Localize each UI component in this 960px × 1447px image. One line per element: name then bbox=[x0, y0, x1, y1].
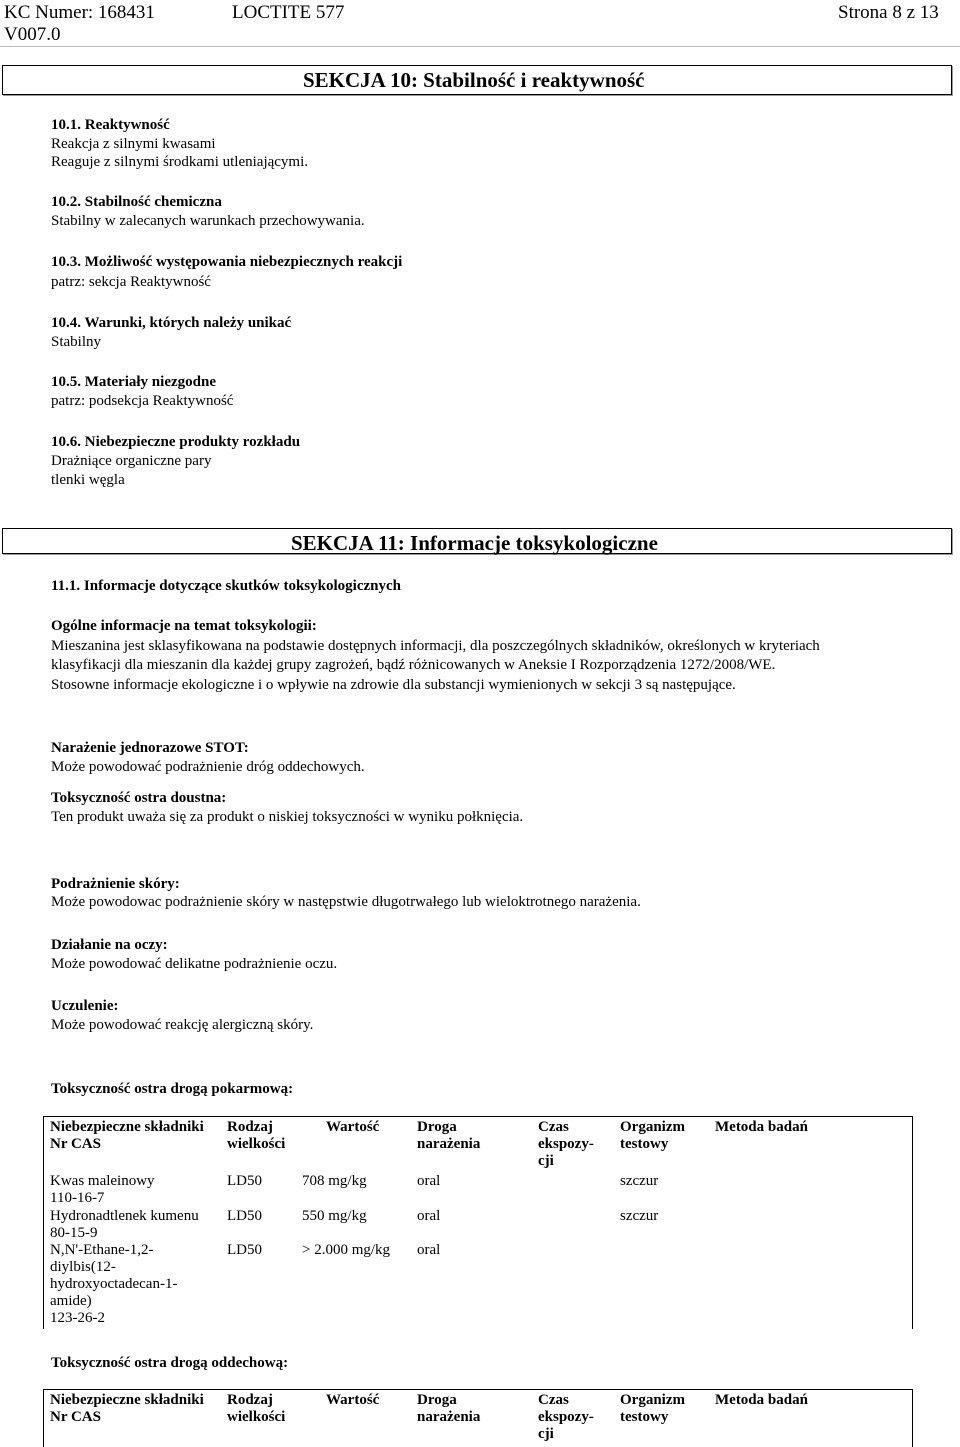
general-info-title: Ogólne informacje na temat toksykologii: bbox=[51, 618, 317, 634]
th2-component-l2: Nr CAS bbox=[50, 1409, 101, 1425]
s10-1-line1: Reakcja z silnymi kwasami bbox=[51, 136, 216, 152]
th2-value bbox=[326, 1392, 379, 1409]
th-type bbox=[227, 1119, 285, 1153]
s10-4-line1: Stabilny bbox=[51, 334, 102, 350]
th2-route-l2: narażenia bbox=[417, 1409, 481, 1425]
header-divider bbox=[0, 46, 960, 47]
header-version: V007.0 bbox=[4, 24, 61, 45]
table-row bbox=[50, 1173, 155, 1207]
th-value-l1: Wartość bbox=[326, 1119, 380, 1135]
th2-route bbox=[417, 1392, 480, 1426]
general-info-line2: klasyfikacji dla mieszanin dla każdej grupy zagrożeń, bądź różnicowanych w Aneksie I Rozporządzenia 1272/2008/WE. bbox=[51, 657, 776, 673]
row3-name-l3: hydroxyoctadecan-1- bbox=[50, 1276, 178, 1292]
s10-3-line1: patrz: sekcja Reaktywność bbox=[51, 274, 211, 290]
th2-method-l1: Metoda badań bbox=[715, 1392, 808, 1408]
s10-6-line2: tlenki węgla bbox=[51, 472, 125, 488]
table2-title: Toksyczność ostra drogą oddechową: bbox=[51, 1355, 289, 1371]
sensitization-text: Może powodować reakcję alergiczną skóry. bbox=[51, 1017, 314, 1033]
th-method-l1: Metoda badań bbox=[715, 1119, 808, 1135]
th2-type-l1: Rodzaj bbox=[227, 1392, 273, 1408]
eye-effects-title: Działanie na oczy: bbox=[51, 937, 168, 953]
th-exposure-l1: Czas bbox=[538, 1119, 569, 1135]
th2-method bbox=[715, 1392, 808, 1409]
row3-name-l4: amide) bbox=[50, 1293, 92, 1309]
row3-name-l2: diylbis(12- bbox=[50, 1259, 116, 1275]
th-value bbox=[326, 1119, 379, 1136]
th-type-l2: wielkości bbox=[227, 1136, 286, 1152]
th2-component bbox=[50, 1392, 204, 1426]
th-route bbox=[417, 1119, 480, 1153]
s10-1-line2: Reaguje z silnymi środkami utleniającymi. bbox=[51, 154, 309, 170]
stot-text: Może powodować podrażnienie dróg oddechowych. bbox=[51, 759, 365, 775]
th-type-l1: Rodzaj bbox=[227, 1119, 273, 1135]
th2-type-l2: wielkości bbox=[227, 1409, 286, 1425]
th2-type bbox=[227, 1392, 285, 1426]
th2-exposure-l2: ekspozy- bbox=[538, 1409, 594, 1425]
th-exposure-l2: ekspozy- bbox=[538, 1136, 594, 1152]
row3-cas: 123-26-2 bbox=[50, 1310, 105, 1326]
th-route-l1: Droga bbox=[417, 1119, 457, 1135]
stot-title: Narażenie jednorazowe STOT: bbox=[51, 740, 249, 756]
th-method bbox=[715, 1119, 808, 1136]
row2-route: oral bbox=[417, 1208, 441, 1224]
th-component-l1: Niebezpieczne składniki bbox=[50, 1119, 204, 1135]
table1-title: Toksyczność ostra drogą pokarmową: bbox=[51, 1081, 294, 1097]
row3-name-l1: N,N'-Ethane-1,2- bbox=[50, 1242, 154, 1258]
general-info-line3: Stosowne informacje ekologiczne i o wpływie na zdrowie dla substancji wymienionych w sekcji 3 są następujące. bbox=[51, 677, 736, 693]
row1-route: oral bbox=[417, 1173, 441, 1189]
s10-5-line1: patrz: podsekcja Reaktywność bbox=[51, 393, 234, 409]
th-exposure bbox=[538, 1119, 594, 1170]
th2-route-l1: Droga bbox=[417, 1392, 457, 1408]
section-11-title: SEKCJA 11: Informacje toksykologiczne bbox=[291, 531, 658, 555]
acute-oral-table bbox=[43, 1116, 913, 1329]
th2-exposure bbox=[538, 1392, 594, 1443]
th-organism-l2: testowy bbox=[620, 1136, 669, 1152]
s10-6-title: 10.6. Niebezpieczne produkty rozkładu bbox=[51, 434, 301, 450]
acute-inhalation-table bbox=[43, 1389, 913, 1447]
section-10-bar bbox=[2, 65, 952, 95]
header-page-number: Strona 8 z 13 bbox=[838, 2, 939, 23]
row2-cas: 80-15-9 bbox=[50, 1225, 98, 1241]
s11-1-title: 11.1. Informacje dotyczące skutków toksykologicznych bbox=[51, 578, 401, 594]
sensitization-title: Uczulenie: bbox=[51, 998, 119, 1014]
header-product-name: LOCTITE 577 bbox=[232, 2, 345, 23]
table-row bbox=[50, 1242, 177, 1327]
row3-value: > 2.000 mg/kg bbox=[302, 1242, 391, 1258]
section-10-title: SEKCJA 10: Stabilność i reaktywność bbox=[303, 68, 645, 92]
general-info-line1: Mieszanina jest sklasyfikowana na podstawie dostępnych informacji, dla poszczególnych składników, określonych w kryteriach bbox=[51, 638, 820, 654]
th-organism bbox=[620, 1119, 685, 1153]
th2-organism-l1: Organizm bbox=[620, 1392, 685, 1408]
row1-cas: 110-16-7 bbox=[50, 1190, 105, 1206]
th-exposure-l3: cji bbox=[538, 1153, 554, 1169]
s10-2-title: 10.2. Stabilność chemiczna bbox=[51, 194, 222, 210]
section-11-bar bbox=[2, 528, 952, 554]
s10-2-line1: Stabilny w zalecanych warunkach przechowywania. bbox=[51, 213, 365, 229]
s10-4-title: 10.4. Warunki, których należy unikać bbox=[51, 315, 292, 331]
th-component-l2: Nr CAS bbox=[50, 1136, 101, 1152]
th-component bbox=[50, 1119, 204, 1153]
th2-value-l1: Wartość bbox=[326, 1392, 380, 1408]
s10-6-line1: Drażniące organiczne pary bbox=[51, 453, 212, 469]
row2-name: Hydronadtlenek kumenu bbox=[50, 1208, 199, 1224]
row2-organism: szczur bbox=[620, 1208, 659, 1224]
s10-1-title: 10.1. Reaktywność bbox=[51, 117, 170, 133]
th2-exposure-l1: Czas bbox=[538, 1392, 569, 1408]
row3-type: LD50 bbox=[227, 1242, 262, 1258]
oral-tox-text: Ten produkt uważa się za produkt o niskiej toksyczności w wyniku połknięcia. bbox=[51, 809, 524, 825]
eye-effects-text: Może powodować delikatne podrażnienie oczu. bbox=[51, 956, 338, 972]
th2-component-l1: Niebezpieczne składniki bbox=[50, 1392, 204, 1408]
th-route-l2: narażenia bbox=[417, 1136, 481, 1152]
s10-3-title: 10.3. Możliwość występowania niebezpiecznych reakcji bbox=[51, 254, 403, 270]
row1-organism: szczur bbox=[620, 1173, 659, 1189]
th-organism-l1: Organizm bbox=[620, 1119, 685, 1135]
s10-5-title: 10.5. Materiały niezgodne bbox=[51, 374, 216, 390]
th2-organism bbox=[620, 1392, 685, 1426]
row3-route: oral bbox=[417, 1242, 441, 1258]
row2-value: 550 mg/kg bbox=[302, 1208, 367, 1224]
row1-value: 708 mg/kg bbox=[302, 1173, 367, 1189]
row2-type: LD50 bbox=[227, 1208, 262, 1224]
header-kc-number: KC Numer: 168431 bbox=[4, 2, 155, 23]
row1-type: LD50 bbox=[227, 1173, 262, 1189]
row1-name: Kwas maleinowy bbox=[50, 1173, 155, 1189]
skin-irritation-title: Podrażnienie skóry: bbox=[51, 876, 180, 892]
skin-irritation-text: Może powodowac podrażnienie skóry w następstwie długotrwałego lub wieloktrotnego narażenia. bbox=[51, 894, 641, 910]
table-row bbox=[50, 1208, 199, 1242]
oral-tox-title: Toksyczność ostra doustna: bbox=[51, 790, 227, 806]
th2-organism-l2: testowy bbox=[620, 1409, 669, 1425]
th2-exposure-l3: cji bbox=[538, 1426, 554, 1442]
